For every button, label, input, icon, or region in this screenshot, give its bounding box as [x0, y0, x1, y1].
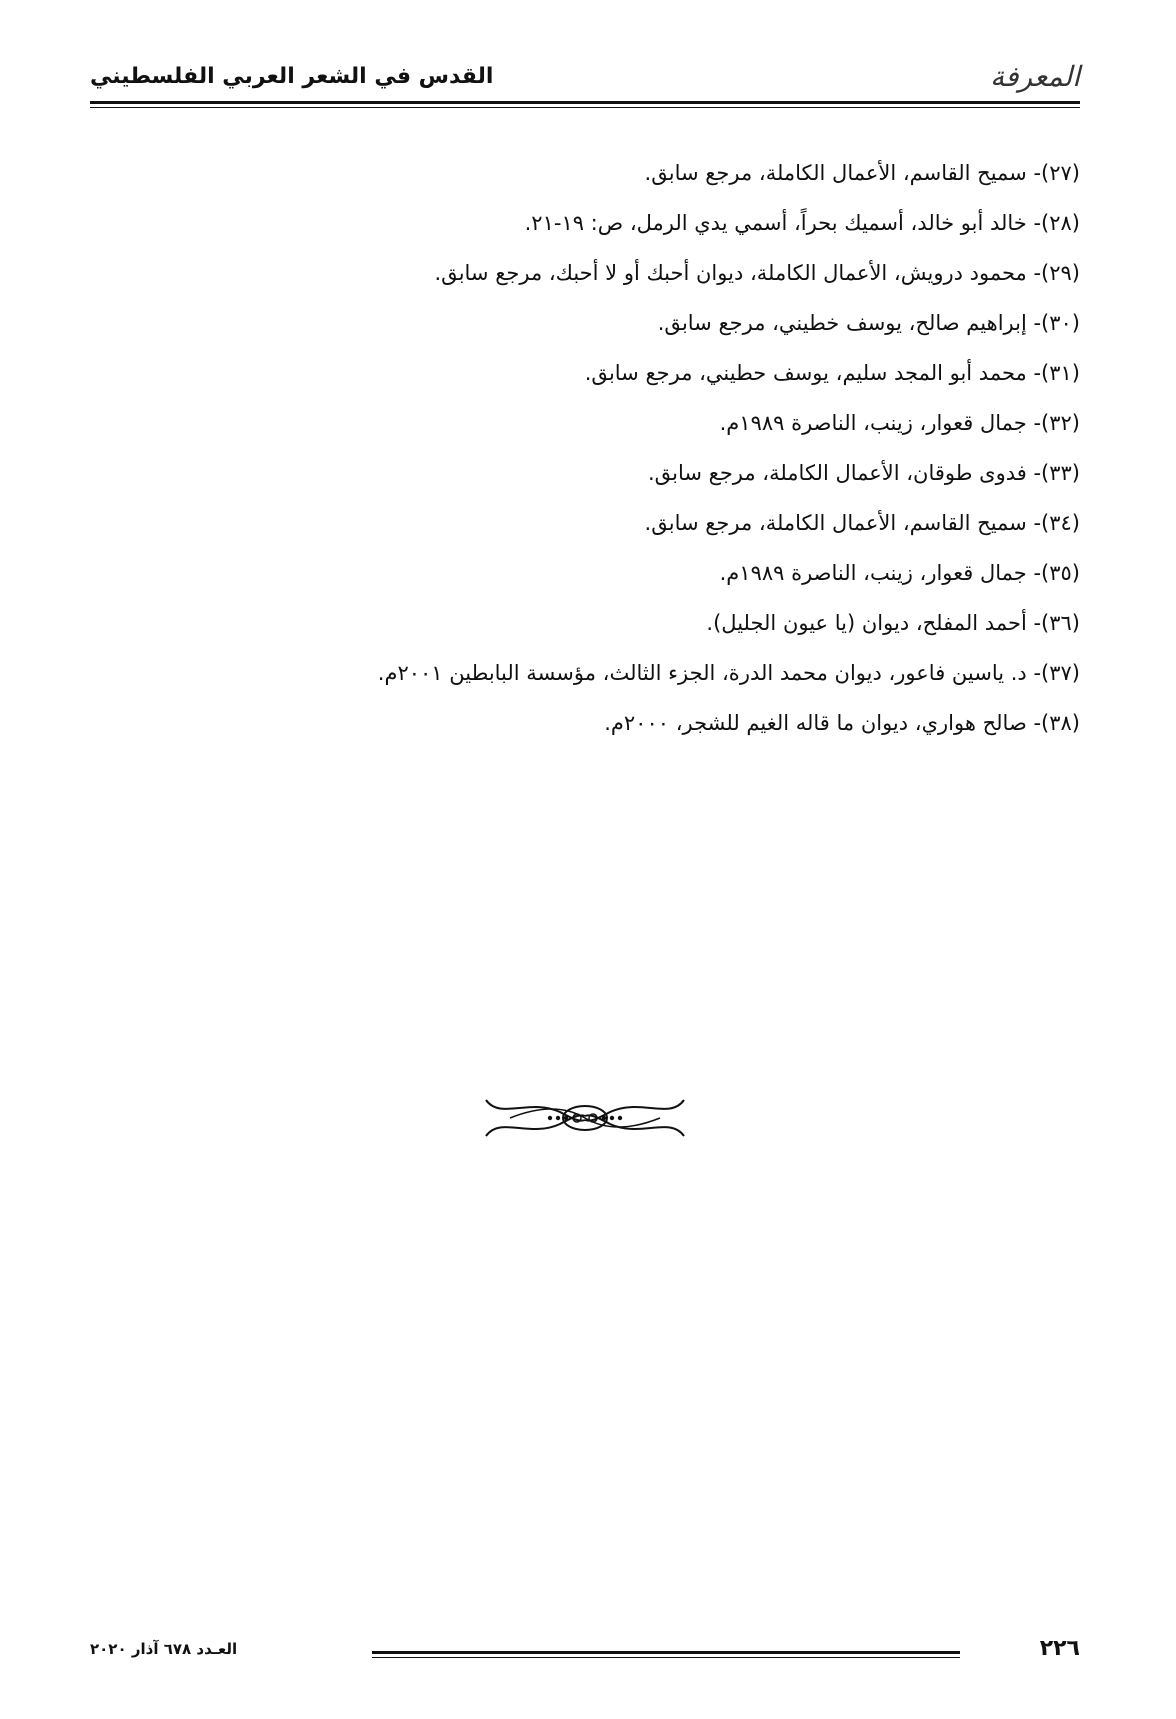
endnote-27: (٢٧)- سميح القاسم، الأعمال الكاملة، مرجع سابق. [644, 161, 1080, 185]
issue-info: العـدد ٦٧٨ آذار ٢٠٢٠ [90, 1640, 238, 1658]
endnote-29: (٢٩)- محمود درويش، الأعمال الكاملة، ديوان أحبك أو لا أحبك، مرجع سابق. [434, 261, 1080, 285]
header-rule [90, 101, 1080, 104]
endnote-32: (٣٢)- جمال قعوار، زينب، الناصرة ١٩٨٩م. [719, 411, 1080, 435]
endnote-38: (٣٨)- صالح هواري، ديوان ما قاله الغيم للشجر، ٢٠٠٠م. [604, 711, 1080, 735]
footer-rule [372, 1651, 960, 1654]
endnote-37: (٣٧)- د. ياسين فاعور، ديوان محمد الدرة، الجزء الثالث، مؤسسة البابطين ٢٠٠١م. [377, 661, 1080, 685]
endnote-35: (٣٥)- جمال قعوار، زينب، الناصرة ١٩٨٩م. [719, 561, 1080, 585]
running-title: القدس في الشعر العربي الفلسطيني [90, 64, 494, 89]
endnote-30: (٣٠)- إبراهيم صالح، يوسف خطيني، مرجع سابق. [657, 311, 1080, 335]
page-number: ٢٢٦ [1039, 1636, 1080, 1661]
endnote-33: (٣٣)- فدوى طوقان، الأعمال الكاملة، مرجع سابق. [647, 461, 1080, 485]
page-header [90, 52, 1080, 100]
endnote-34: (٣٤)- سميح القاسم، الأعمال الكاملة، مرجع سابق. [644, 511, 1080, 535]
endnote-31: (٣١)- محمد أبو المجد سليم، يوسف حطيني، مرجع سابق. [584, 361, 1080, 385]
footer-rule-thin [372, 1657, 960, 1658]
endnotes-list [200, 148, 1080, 748]
ornament-divider [480, 1090, 690, 1146]
journal-logo: المعرفة [990, 60, 1080, 93]
endnote-36: (٣٦)- أحمد المفلح، ديوان (يا عيون الجليل). [706, 611, 1080, 635]
header-rule-thin [90, 107, 1080, 108]
endnote-28: (٢٨)- خالد أبو خالد، أسميك بحراً، أسمي يدي الرمل، ص: ١٩-٢١. [524, 211, 1080, 235]
